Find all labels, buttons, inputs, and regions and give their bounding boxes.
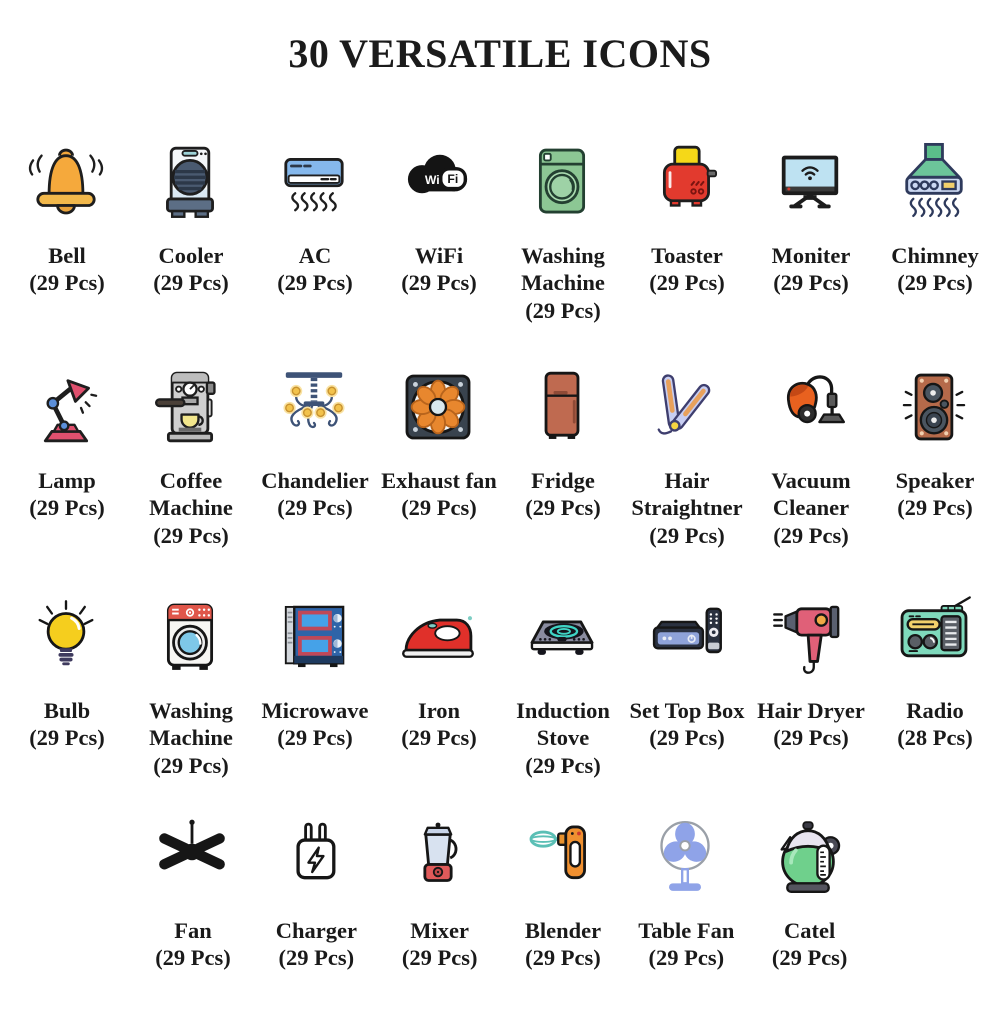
icon-label: Lamp <box>38 468 96 493</box>
bell-icon <box>19 135 113 229</box>
icon-label: WiFi <box>414 243 464 268</box>
icon-card-toaster <box>624 135 748 297</box>
chimney-icon <box>887 135 981 229</box>
icon-card-blender <box>500 810 623 972</box>
icon-label: Set Top Box <box>629 698 745 723</box>
blender-icon <box>515 810 609 904</box>
icon-count: (29 Pcs) <box>29 725 105 751</box>
ceiling-fan-icon <box>145 810 239 904</box>
icon-label: Hair Dryer <box>757 698 865 723</box>
induction-stove-icon <box>515 590 609 684</box>
icon-label: AC <box>298 243 332 268</box>
icon-count: (29 Pcs) <box>277 495 353 521</box>
icon-label: Charger <box>275 918 357 943</box>
icon-label: Washing Machine <box>521 243 605 296</box>
icon-label: Chimney <box>891 243 979 268</box>
icon-card-speaker <box>872 360 996 522</box>
icon-card-cooler <box>128 135 252 297</box>
icon-count: (29 Pcs) <box>649 725 725 751</box>
icon-label: Catel <box>784 918 836 943</box>
icon-card-kettle <box>747 810 870 972</box>
icon-count: (29 Pcs) <box>649 270 725 296</box>
coffee-machine-icon <box>143 360 237 454</box>
icon-count: (29 Pcs) <box>773 270 849 296</box>
icon-label: Coffee Machine <box>149 468 233 521</box>
icon-count: (29 Pcs) <box>29 495 105 521</box>
icon-label: Bulb <box>43 698 91 723</box>
icon-card-microwave <box>252 590 376 752</box>
icon-count: (29 Pcs) <box>153 270 229 296</box>
icons-grid <box>0 135 1000 972</box>
vacuum-cleaner-icon <box>763 360 857 454</box>
icon-card-lamp <box>4 360 128 522</box>
svg-text:Wi: Wi <box>424 172 440 187</box>
icon-card-hair-dryer <box>748 590 872 752</box>
icon-count: (29 Pcs) <box>771 945 848 971</box>
icon-card-chandelier <box>252 360 376 522</box>
table-fan-icon <box>638 810 732 904</box>
icon-card-fridge <box>500 360 624 522</box>
icon-card-ac <box>252 135 376 297</box>
ac-icon <box>267 135 361 229</box>
icon-card-bulb <box>4 590 128 752</box>
icon-count: (29 Pcs) <box>525 945 601 971</box>
icon-label: Fridge <box>531 468 595 493</box>
chandelier-icon <box>267 360 361 454</box>
wifi-icon <box>391 135 485 229</box>
icon-label: Toaster <box>651 243 723 268</box>
icon-label: Bell <box>48 243 86 268</box>
icon-count: (29 Pcs) <box>153 522 229 548</box>
icon-label: Mixer <box>410 918 470 943</box>
cooler-icon <box>143 135 237 229</box>
icon-count: (29 Pcs) <box>155 945 231 971</box>
icon-label: Moniter <box>771 243 851 268</box>
icon-card-table-fan <box>623 810 746 972</box>
icon-card-iron <box>376 590 500 752</box>
kettle-icon <box>761 810 855 904</box>
icon-count: (29 Pcs) <box>525 752 601 778</box>
icon-count: (29 Pcs) <box>648 945 725 971</box>
icon-count: (29 Pcs) <box>277 270 353 296</box>
icon-count: (29 Pcs) <box>525 495 601 521</box>
icon-count: (29 Pcs) <box>773 725 849 751</box>
radio-icon <box>887 590 981 684</box>
mixer-icon <box>391 810 485 904</box>
icon-card-radio <box>872 590 996 752</box>
icon-count: (28 Pcs) <box>897 725 973 751</box>
washing-machine-front-icon <box>143 590 237 684</box>
grid-row-1 <box>0 135 1000 360</box>
fridge-icon <box>515 360 609 454</box>
icon-card-coffee-machine <box>128 360 252 549</box>
icon-card-washing-machine-white <box>128 590 252 779</box>
icon-label: Radio <box>906 698 964 723</box>
icon-card-ceiling-fan <box>130 810 253 972</box>
icon-label: Induction Stove <box>516 698 610 751</box>
set-top-box-icon <box>639 590 733 684</box>
icon-count: (29 Pcs) <box>278 945 355 971</box>
icon-card-chimney <box>872 135 996 297</box>
lamp-icon <box>19 360 113 454</box>
icon-card-wifi <box>376 135 500 297</box>
icon-count: (29 Pcs) <box>773 522 849 548</box>
icon-count: (29 Pcs) <box>401 945 478 971</box>
icon-label: Washing Machine <box>149 698 233 751</box>
icon-card-monitor <box>748 135 872 297</box>
icon-count: (29 Pcs) <box>29 270 105 296</box>
toaster-icon <box>639 135 733 229</box>
bulb-icon <box>19 590 113 684</box>
icon-label: Fan <box>174 918 212 943</box>
svg-text:Fi: Fi <box>447 171 459 186</box>
icon-count: (29 Pcs) <box>649 522 725 548</box>
icon-label: Microwave <box>261 698 369 723</box>
icon-card-hair-straightener <box>624 360 748 549</box>
icon-label: Hair Straightner <box>631 468 743 521</box>
icon-label: Blender <box>524 918 602 943</box>
icon-card-vacuum-cleaner <box>748 360 872 549</box>
microwave-icon <box>267 590 361 684</box>
icon-count: (29 Pcs) <box>401 495 477 521</box>
hair-dryer-icon <box>763 590 857 684</box>
icon-label: Exhaust fan <box>381 468 497 493</box>
icon-label: Vacuum Cleaner <box>771 468 851 521</box>
charger-icon <box>268 810 362 904</box>
grid-row-2 <box>0 360 1000 590</box>
icon-count: (29 Pcs) <box>525 297 601 323</box>
icon-card-exhaust-fan <box>376 360 500 522</box>
icon-label: Table Fan <box>638 918 735 943</box>
icon-card-bell <box>4 135 128 297</box>
icon-card-mixer <box>377 810 500 972</box>
icon-count: (29 Pcs) <box>277 725 353 751</box>
speaker-icon <box>887 360 981 454</box>
page-title: 30 VERSATILE ICONS <box>288 31 712 76</box>
icon-card-charger <box>253 810 376 972</box>
icon-count: (29 Pcs) <box>401 270 477 296</box>
monitor-icon <box>763 135 857 229</box>
icon-count: (29 Pcs) <box>897 495 973 521</box>
grid-row-3 <box>0 590 1000 810</box>
icon-label: Iron <box>417 698 461 723</box>
icon-count: (29 Pcs) <box>401 725 477 751</box>
icon-count: (29 Pcs) <box>897 270 973 296</box>
grid-row-4 <box>126 810 874 972</box>
icon-card-set-top-box <box>624 590 748 752</box>
icon-card-washing-machine-green <box>500 135 624 324</box>
iron-icon <box>391 590 485 684</box>
icon-label: Speaker <box>895 468 975 493</box>
icon-count: (29 Pcs) <box>153 752 229 778</box>
hair-straightener-icon <box>639 360 733 454</box>
washing-machine-icon <box>515 135 609 229</box>
icon-label: Cooler <box>158 243 224 268</box>
exhaust-fan-icon <box>391 360 485 454</box>
icon-card-induction-stove <box>500 590 624 779</box>
icon-label: Chandelier <box>261 468 369 493</box>
